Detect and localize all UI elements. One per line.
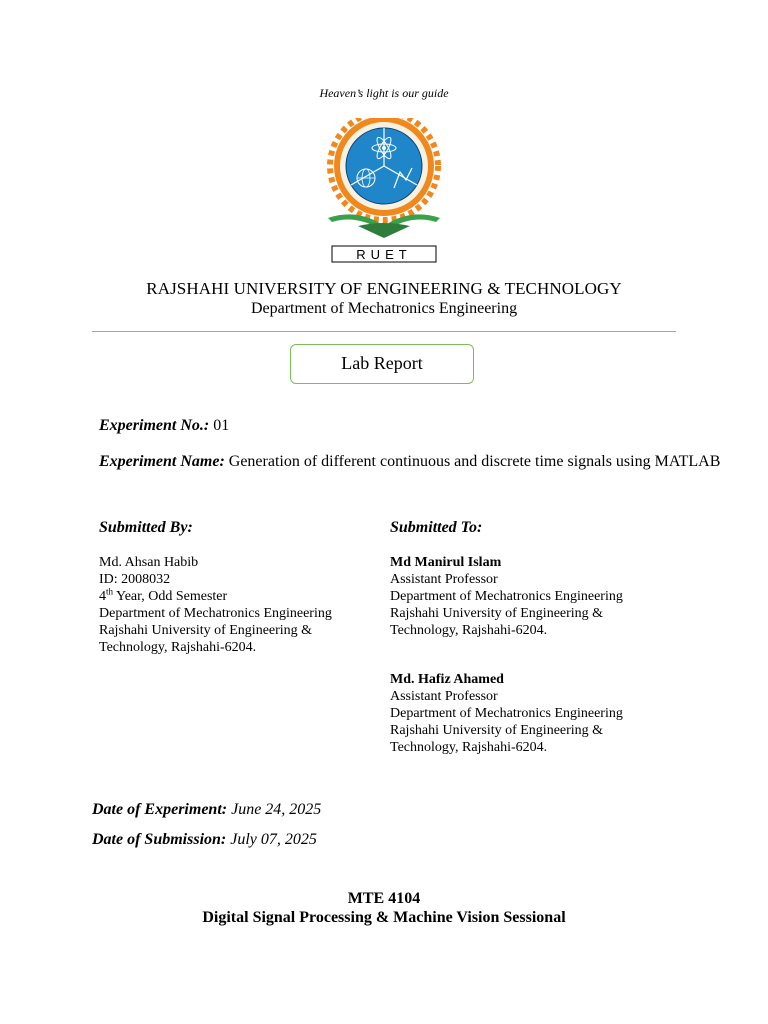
student-university-line2: Technology, Rajshahi-6204. (99, 640, 257, 655)
supervisor-university-line1: Rajshahi University of Engineering & (390, 723, 604, 738)
date-of-experiment-label: Date of Experiment: (92, 801, 228, 818)
experiment-name (99, 452, 739, 471)
experiment-number-label: Experiment No.: (99, 417, 210, 434)
supervisor-department: Department of Mechatronics Engineering (390, 589, 623, 604)
date-of-submission (92, 831, 317, 849)
date-of-experiment (92, 801, 321, 819)
motto: Heaven’s light is our guide (319, 86, 449, 100)
supervisor-block-2 (390, 671, 623, 756)
divider (92, 331, 676, 332)
experiment-name-value: Generation of different continuous and discrete time signals using MATLAB (228, 453, 721, 470)
logo-text: RUET (356, 247, 412, 262)
date-of-submission-label: Date of Submission: (92, 831, 227, 848)
supervisor-university-line1: Rajshahi University of Engineering & (390, 606, 604, 621)
supervisor-department: Department of Mechatronics Engineering (390, 706, 623, 721)
experiment-name-label: Experiment Name: (99, 453, 225, 470)
submitted-to-heading: Submitted To: (390, 519, 483, 536)
supervisor-name: Md. Hafiz Ahamed (390, 672, 504, 687)
year-number: 4 (99, 589, 106, 604)
course-name: Digital Signal Processing & Machine Vision Sessional (202, 909, 566, 926)
supervisor-title: Assistant Professor (390, 572, 498, 587)
ruet-logo-icon (318, 118, 450, 266)
year-rest: Year, Odd Semester (116, 589, 228, 604)
student-department: Department of Mechatronics Engineering (99, 606, 332, 621)
submitted-by-block (99, 554, 332, 656)
student-id: ID: 2008032 (99, 572, 171, 587)
supervisor-university-line2: Technology, Rajshahi-6204. (390, 623, 548, 638)
ruet-logo (318, 118, 450, 266)
submitted-by-heading: Submitted By: (99, 519, 193, 536)
experiment-number-value: 01 (213, 417, 230, 434)
course-code: MTE 4104 (347, 890, 421, 907)
date-of-experiment-value: June 24, 2025 (231, 801, 322, 818)
university-name: RAJSHAHI UNIVERSITY OF ENGINEERING & TECHNOLOGY (146, 279, 622, 298)
date-of-submission-value: July 07, 2025 (230, 831, 317, 848)
supervisor-university-line2: Technology, Rajshahi-6204. (390, 740, 548, 755)
supervisor-block-1 (390, 554, 623, 639)
student-year (99, 588, 332, 605)
year-suffix: th (106, 586, 114, 597)
student-name: Md. Ahsan Habib (99, 555, 199, 570)
department-name: Department of Mechatronics Engineering (250, 300, 518, 317)
experiment-number (99, 417, 229, 435)
student-university-line1: Rajshahi University of Engineering & (99, 623, 313, 638)
lab-report-title: Lab Report (290, 344, 474, 384)
supervisor-title: Assistant Professor (390, 689, 498, 704)
supervisor-name: Md Manirul Islam (390, 555, 502, 570)
